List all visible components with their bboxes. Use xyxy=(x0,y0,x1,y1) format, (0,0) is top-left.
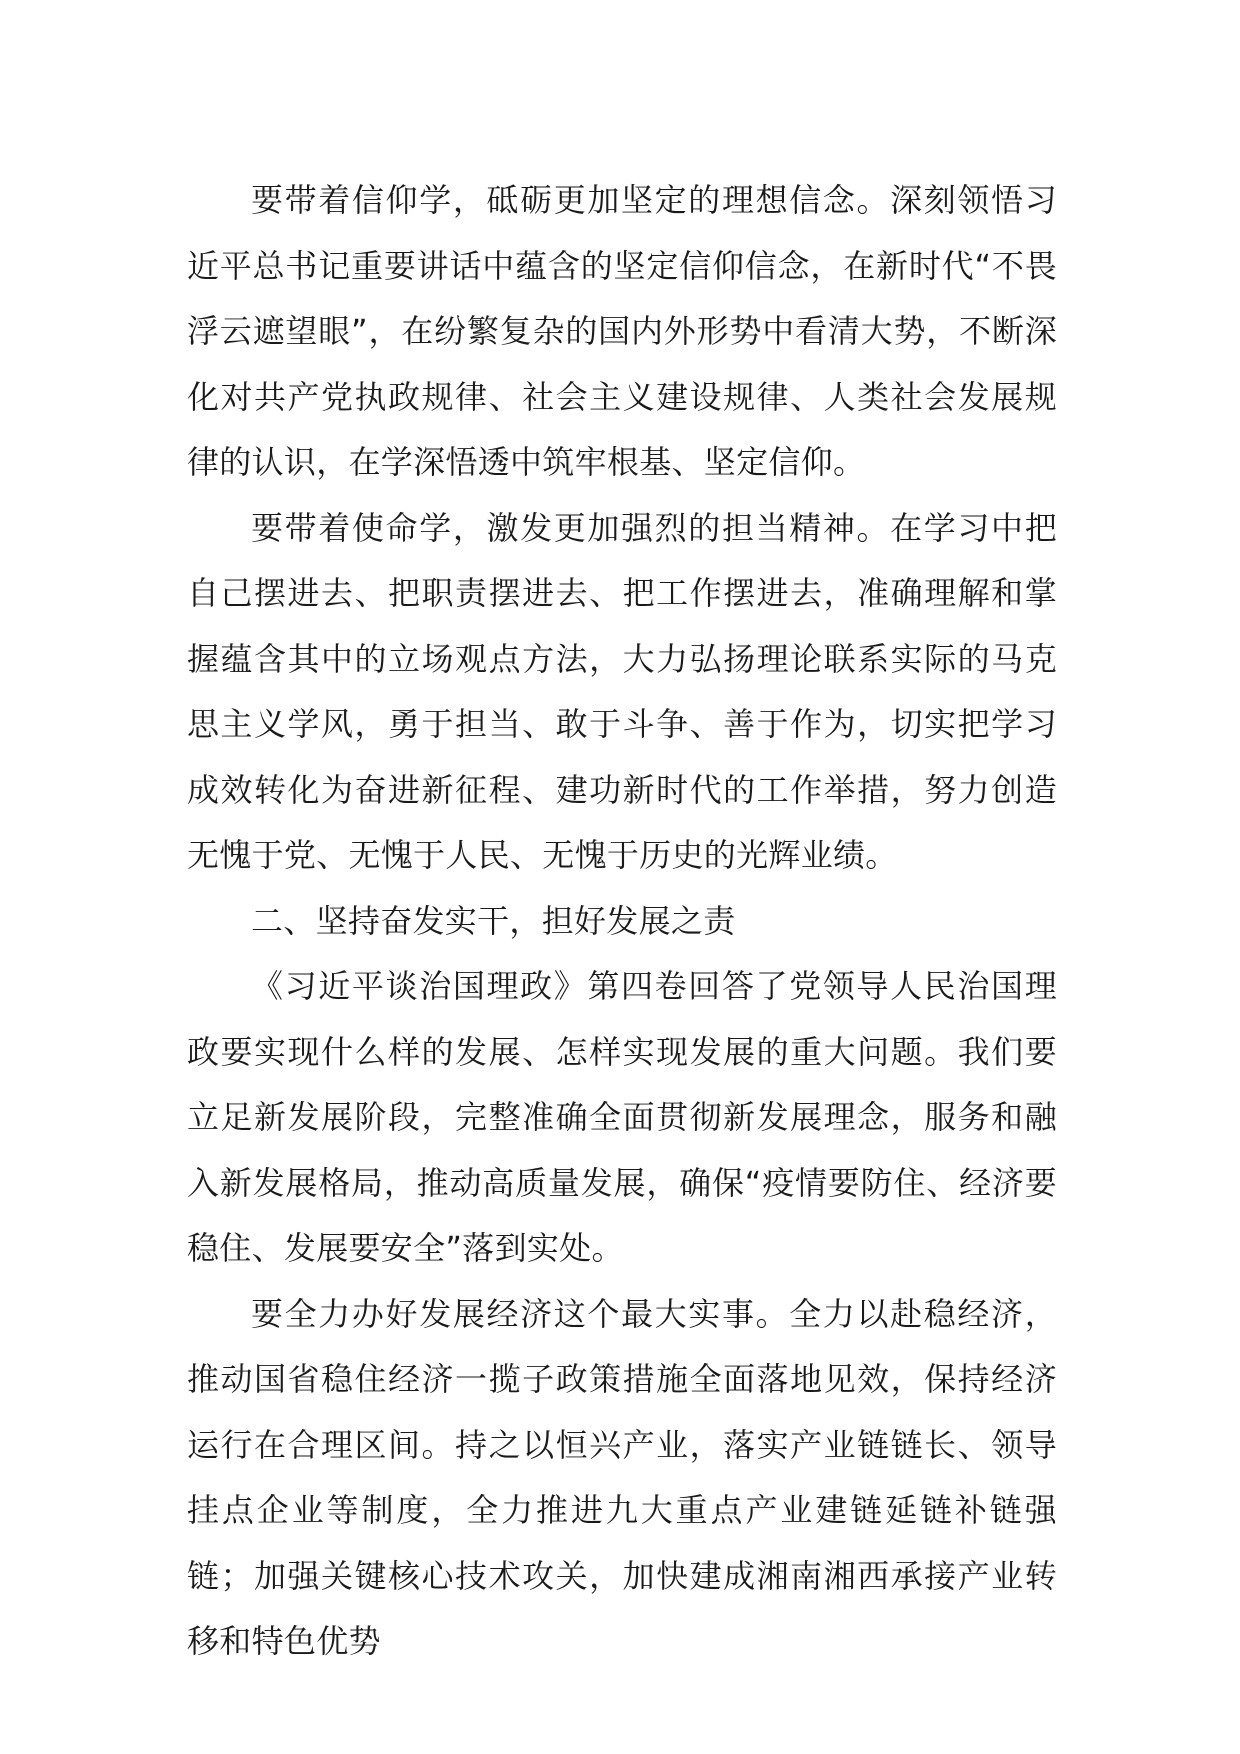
paragraph-mission: 要带着使命学，激发更加强烈的担当精神。在学习中把自己摆进去、把职责摆进去、把工作摆进去，准确理解和掌握蕴含其中的立场观点方法，大力弘扬理论联系实际的马克思主义学风，勇于担当、敢于斗争、善于作为，切实把学习成效转化为奋进新征程、建功新时代的工作举措，努力创造无愧于党、无愧于人民、无愧于历史的光辉业绩。 xyxy=(187,508,1057,874)
body-text xyxy=(187,168,1057,1675)
paragraph-governance: 《习近平谈治国理政》第四卷回答了党领导人民治国理政要实现什么样的发展、怎样实现发展的重大问题。我们要立足新发展阶段，完整准确全面贯彻新发展理念，服务和融入新发展格局，推动高质量发展，确保“疫情要防住、经济要稳住、发展要安全”落到实处。 xyxy=(187,967,1057,1267)
paragraph-faith: 要带着信仰学，砥砺更加坚定的理想信念。深刻领悟习近平总书记重要讲话中蕴含的坚定信仰信念，在新时代“不畏浮云遮望眼”，在纷繁复杂的国内外形势中看清大势，不断深化对共产党执政规律、社会主义建设规律、人类社会发展规律的认识，在学深悟透中筑牢根基、坚定信仰。 xyxy=(187,181,1057,481)
section-heading: 二、坚持奋发实干，担好发展之责 xyxy=(251,901,736,940)
paragraph-economy: 要全力办好发展经济这个最大实事。全力以赴稳经济，推动国省稳住经济一揽子政策措施全面落地见效，保持经济运行在合理区间。持之以恒兴产业，落实产业链链长、领导挂点企业等制度，全力推进九大重点产业建链延链补链强链；加强关键核心技术攻关，加快建成湘南湘西承接产业转移和特色优势 xyxy=(187,1294,1057,1660)
